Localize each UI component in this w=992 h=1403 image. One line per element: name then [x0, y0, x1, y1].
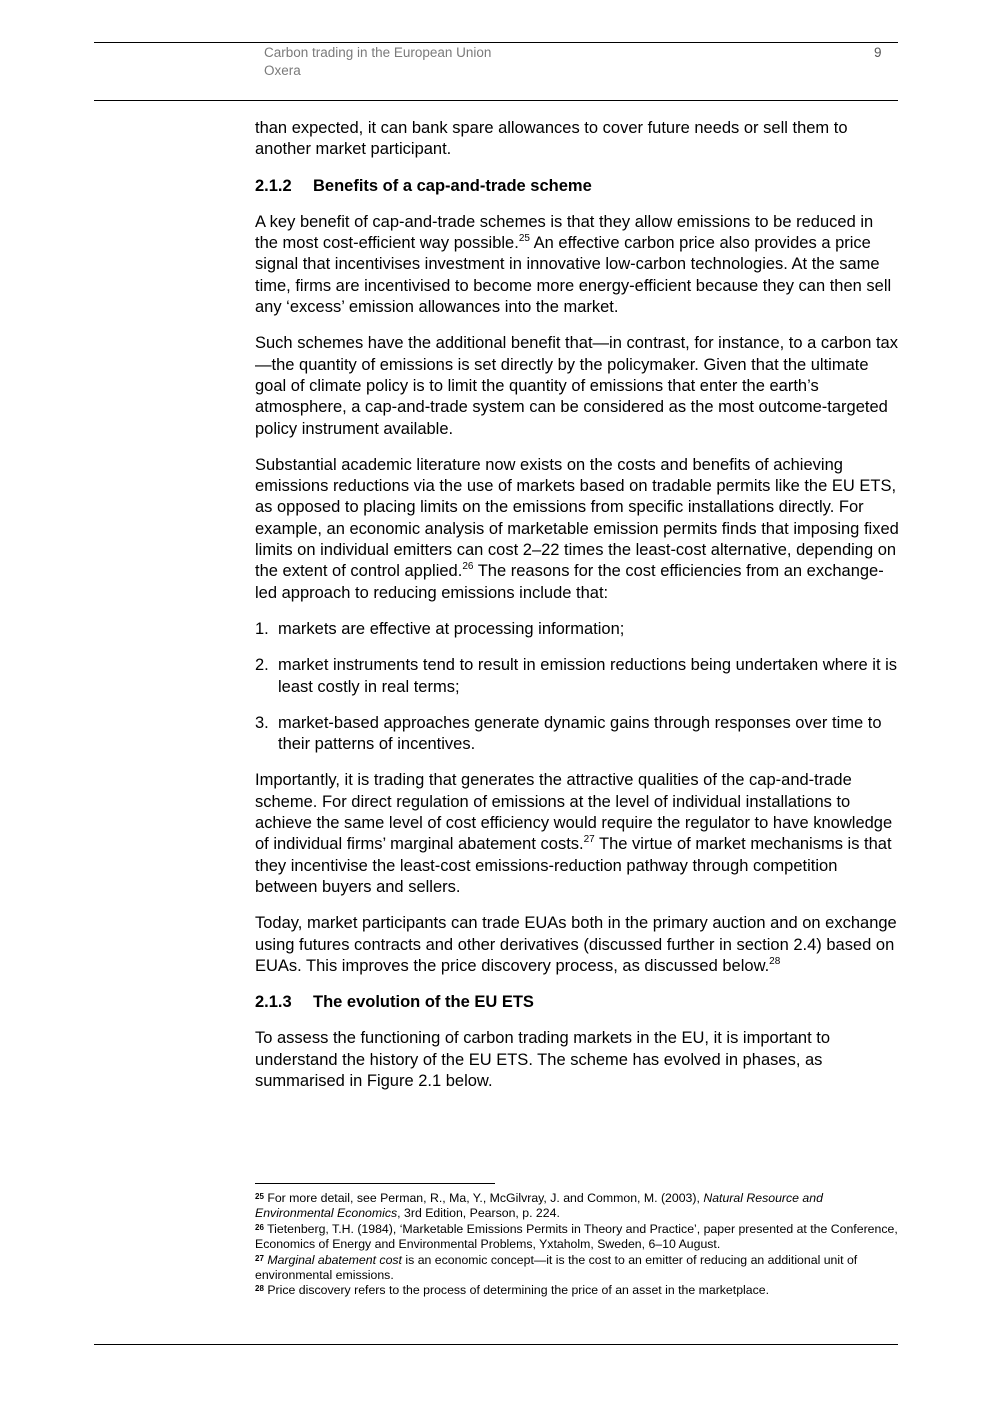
footnote-text: , 3rd Edition, Pearson, p. 224. — [397, 1206, 560, 1221]
footnote-number: 28 — [255, 1284, 264, 1294]
section-title: The evolution of the EU ETS — [313, 993, 534, 1012]
footnote-ref: 27 — [583, 834, 595, 846]
header-top-rule — [94, 42, 898, 43]
page-number: 9 — [874, 45, 882, 60]
footnote-italic: Natural Resource and Environmental Economics — [255, 1191, 823, 1221]
footnote-ref: 26 — [462, 561, 474, 573]
list-number: 2. — [255, 656, 269, 675]
section-heading-2-1-2 — [255, 176, 900, 197]
footnote-27 — [255, 1253, 900, 1284]
list-item — [255, 655, 900, 698]
footnote-26 — [255, 1222, 900, 1253]
section-number: 2.1.2 — [255, 176, 292, 195]
paragraph-text: Substantial academic literature now exists on the costs and benefits of achieving emissions reductions via the use of markets based on tradable permits like the EU ETS, as opposed to placing limits on the emissions from specific installations directly. For example, an economic analysis of marketable emission permits finds that imposing fixed limits on individual emitters can cost 2–22 times the least-cost alternative, depending on the extent of control applied. — [255, 455, 899, 581]
paragraph-text: Importantly, it is trading that generates the attractive qualities of the cap-and-trade scheme. For direct regulation of emissions at the level of individual installations to achieve the same level of cost efficiency would require the regulator to have knowledge of individual firms’ marginal abatement costs. — [255, 771, 893, 854]
footnote-28 — [255, 1283, 900, 1298]
footnotes — [255, 1191, 900, 1299]
footnote-text: Tietenberg, T.H. (1984), ‘Marketable Emissions Permits in Theory and Practice’, paper presented at the Conference, Economics of Energy and Environmental Problems, Yxtaholm, Sweden, 6–10 August. — [255, 1221, 898, 1252]
list-text: markets are effective at processing information; — [278, 619, 625, 638]
list-item — [255, 713, 900, 756]
paragraph: To assess the functioning of carbon trading markets in the EU, it is important to understand the history of the EU ETS. The scheme has evolved in phases, as summarised in Figure 2.1 below. — [255, 1029, 831, 1090]
list-item — [255, 619, 900, 640]
footnote-ref: 25 — [518, 233, 530, 245]
footnote-number: 27 — [255, 1253, 264, 1263]
paragraph — [255, 770, 900, 898]
paragraph-text: An effective carbon price also provides a price signal that incentivises investment in innovative low-carbon technologies. At the same time, firms are incentivised to become more energy-efficient because they can then sell any ‘excess’ emission allowances into the market. — [255, 234, 892, 317]
paragraph-text: A key benefit of cap-and-trade schemes is that they allow emissions to be reduced in the most cost-efficient way possible. — [255, 212, 874, 253]
header-bottom-rule — [94, 100, 898, 101]
footnote-text: For more detail, see Perman, R., Ma, Y., McGilvray, J. and Common, M. (2003), — [263, 1191, 704, 1205]
paragraph — [255, 212, 900, 318]
list-text: market-based approaches generate dynamic gains through responses over time to their patterns of incentives. — [278, 713, 882, 754]
footnote-separator — [255, 1183, 495, 1184]
footnote-text: is an economic concept—it is the cost to an emitter of reducing an additional unit of environmental emissions. — [255, 1252, 858, 1283]
running-header — [264, 44, 491, 80]
paragraph-text: The virtue of market mechanisms is that they incentivise the least-cost emissions-reduction pathway through competition between buyers and sellers. — [255, 835, 892, 896]
header-title: Carbon trading in the European Union — [264, 45, 492, 60]
footnote-ref: 28 — [769, 955, 781, 967]
paragraph-text: The reasons for the cost efficiencies from an exchange-led approach to reducing emissions include that: — [255, 562, 884, 602]
paragraph — [255, 913, 900, 977]
section-number: 2.1.3 — [255, 993, 292, 1012]
header-org: Oxera — [264, 63, 301, 78]
footer-rule — [94, 1344, 898, 1345]
list-number: 1. — [255, 619, 269, 638]
numbered-list — [255, 619, 900, 755]
paragraph — [255, 455, 900, 604]
main-content — [255, 118, 900, 1107]
section-heading-2-1-3 — [255, 992, 900, 1013]
section-title: Benefits of a cap-and-trade scheme — [313, 176, 592, 195]
footnote-number: 25 — [255, 1192, 264, 1201]
footnote-text: Price discovery refers to the process of determining the price of an asset in the marketplace. — [263, 1283, 770, 1298]
footnote-italic: Marginal abatement cost — [263, 1252, 402, 1267]
paragraph-text: Today, market participants can trade EUAs both in the primary auction and on exchange using futures contracts and other derivatives (discussed further in section 2.4) based on EUAs. This improves the price discovery process, as discussed below. — [255, 914, 897, 975]
paragraph: Such schemes have the additional benefit that—in contrast, for instance, to a carbon tax—the quantity of emissions is set directly by the policymaker. Given that the ultimate goal of climate policy is to limit the quantity of emissions that enter the earth’s atmosphere, a cap-and-trade system can be considered as the most outcome-targeted policy instrument available. — [255, 334, 898, 438]
list-number: 3. — [255, 713, 269, 732]
list-text: market instruments tend to result in emission reductions being undertaken where it is least costly in real terms; — [278, 656, 898, 696]
footnote-25 — [255, 1191, 900, 1222]
footnote-number: 26 — [255, 1222, 264, 1232]
paragraph: than expected, it can bank spare allowances to cover future needs or sell them to another market participant. — [255, 119, 848, 159]
